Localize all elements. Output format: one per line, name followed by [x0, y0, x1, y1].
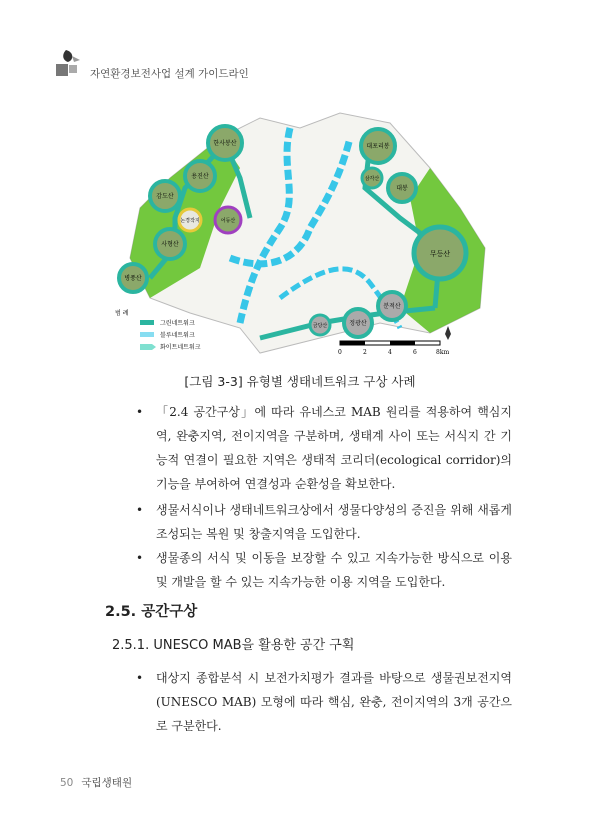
svg-text:논경작지: 논경작지	[180, 218, 200, 224]
svg-text:한사봉산: 한사봉산	[213, 140, 237, 147]
svg-text:병풍산: 병풍산	[124, 275, 142, 282]
figure-caption: [그림 3-3] 유형별 생태네트워크 구상 사례	[184, 374, 416, 389]
svg-text:2: 2	[363, 349, 367, 356]
svg-text:범 례: 범 례	[115, 310, 129, 317]
page-number: 50	[60, 777, 74, 789]
footer-org: 국립생태원	[81, 777, 133, 789]
logo-icon	[52, 48, 86, 86]
svg-text:그린네트워크: 그린네트워크	[160, 320, 195, 327]
list-item: • 대상지 종합분석 시 보전가치평가 결과를 바탕으로 생물권보전지역(UNESCO MAB) 모형에 따라 핵심, 완충, 전이지역의 3개 공간으로 구분한다.	[136, 671, 512, 733]
map-node	[310, 315, 330, 335]
svg-text:사형산: 사형산	[161, 241, 179, 248]
eco-network-map	[110, 108, 495, 363]
map-node	[185, 161, 215, 191]
map-node	[150, 181, 180, 211]
map-node	[344, 309, 372, 337]
map-node	[362, 168, 382, 188]
page-footer	[60, 775, 132, 790]
map-node	[215, 207, 241, 233]
svg-text:4: 4	[388, 349, 392, 356]
list-item: • 「2.4 공간구상」에 따라 유네스코 MAB 원리를 적용하여 핵심지역, 완충지역, 전이지역을 구분하며, 생태계 사이 또는 서식지 간 기능적 연결이 필요한 지역은 생태적 코리더(ecological corridor)의 기능을 부여하여 연결성과 순환성을 확보한다.	[136, 405, 512, 491]
svg-text:화이트네트워크: 화이트네트워크	[160, 344, 201, 351]
map-node	[414, 227, 466, 279]
map-node	[179, 209, 201, 231]
map-node	[155, 229, 185, 259]
map-node	[388, 174, 416, 202]
svg-text:감도산: 감도산	[156, 193, 174, 200]
svg-text:대봉: 대봉	[396, 185, 408, 192]
north-arrow-icon	[445, 326, 451, 340]
map-node	[119, 264, 147, 292]
svg-text:0: 0	[338, 349, 342, 356]
list-item: • 생물서식이나 생태네트워크상에서 생물다양성의 증진을 위해 새롭게 조성되는 복원 및 창출지역을 도입한다.	[136, 503, 512, 541]
map-legend	[115, 309, 201, 351]
header-title: 자연환경보전사업 설계 가이드라인	[90, 68, 249, 80]
section-heading: 2.5. 공간구상	[105, 604, 198, 620]
map-node	[378, 292, 406, 320]
svg-text:대포리봉: 대포리봉	[366, 143, 390, 150]
svg-text:금당산: 금당산	[312, 323, 328, 329]
svg-text:정광산: 정광산	[349, 320, 367, 327]
svg-text:8km: 8km	[436, 349, 450, 356]
svg-text:용진산: 용진산	[191, 173, 209, 180]
svg-text:6: 6	[413, 349, 417, 356]
svg-text:삼각산: 삼각산	[364, 176, 380, 182]
svg-text:무등산: 무등산	[429, 250, 451, 258]
subsection-heading: 2.5.1. UNESCO MAB을 활용한 공간 구획	[112, 638, 355, 653]
svg-text:블루네트워크: 블루네트워크	[160, 332, 195, 339]
svg-text:분적산: 분적산	[383, 303, 401, 310]
map-node	[361, 129, 395, 163]
map-node	[208, 126, 242, 160]
svg-text:어등산: 어등산	[220, 218, 236, 224]
list-item: • 생물종의 서식 및 이동을 보장할 수 있고 지속가능한 방식으로 이용 및 개발을 할 수 있는 지속가능한 이용 지역을 도입한다.	[136, 551, 512, 589]
